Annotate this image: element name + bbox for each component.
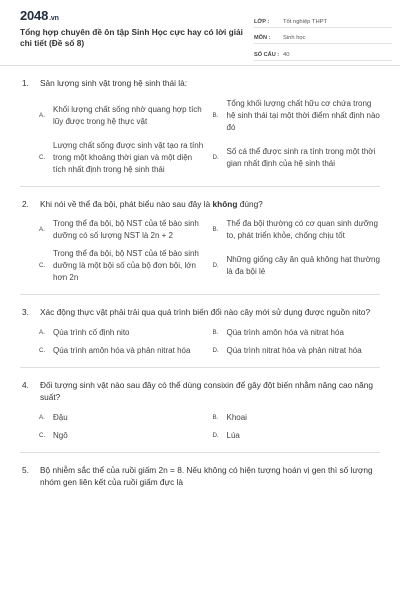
question-4	[20, 368, 380, 453]
option-text: Những giống cây ăn quả không hạt thường là đa bội lẻ	[226, 255, 380, 276]
option-letter: B.	[212, 328, 219, 336]
option-letter: C.	[39, 431, 46, 439]
question-number: 2.	[22, 198, 29, 209]
meta-value: 40	[283, 51, 290, 58]
option-letter: A.	[39, 328, 45, 336]
option-letter: A.	[39, 413, 45, 421]
option-text: Thể đa bội thường có cơ quan sinh dưỡng to, phát triển khỏe, chống chịu tốt	[226, 219, 378, 240]
answer-options	[20, 324, 380, 360]
option-b[interactable]	[213, 215, 381, 245]
question-3	[20, 295, 380, 368]
question-stem	[20, 306, 380, 319]
answer-options	[20, 215, 380, 287]
option-text: Khối lượng chất sống nhờ quang hợp tích lũy được trong hệ thực vật	[53, 104, 202, 126]
question-text-end: đúng?	[237, 198, 263, 209]
option-text: Đậu	[53, 412, 68, 422]
option-text: Qúa trình nitrat hóa và phản nitrat hóa	[226, 345, 362, 355]
meta-value: Sinh học	[283, 35, 306, 41]
question-stem	[20, 379, 380, 404]
question-list	[0, 66, 400, 501]
meta-label: LỚP :	[254, 18, 270, 25]
option-text: Lúa	[226, 430, 240, 440]
question-number: 5.	[22, 464, 29, 475]
option-text: Số cá thể được sinh ra tính trong một thời gian nhất định của hệ sinh thái	[226, 146, 376, 168]
question-number: 3.	[22, 307, 29, 317]
meta-class	[254, 11, 392, 28]
option-text: Qúa trình amôn hóa và nitrat hóa	[226, 327, 344, 337]
question-stem	[20, 77, 380, 90]
option-a[interactable]	[39, 95, 207, 137]
option-c[interactable]	[39, 427, 207, 445]
question-stem	[20, 464, 380, 489]
option-text: Khoai	[226, 412, 247, 422]
option-letter: B.	[212, 413, 219, 421]
option-b[interactable]	[213, 409, 381, 427]
answer-options	[20, 409, 380, 445]
option-d[interactable]	[213, 245, 381, 287]
question-text-emphasis: không	[212, 198, 238, 209]
option-text: Lượng chất sống được sinh vật tạo ra tính trong một khoảng thời gian và một diện tích nhất định trong hệ sinh thái	[53, 140, 204, 174]
logo-main: 2048	[20, 8, 49, 23]
option-letter: A.	[39, 226, 45, 233]
option-c[interactable]	[39, 137, 207, 179]
option-letter: A.	[39, 111, 45, 119]
site-logo[interactable]	[20, 8, 59, 23]
option-letter: D.	[212, 431, 219, 439]
option-a[interactable]	[39, 409, 207, 427]
option-letter: D.	[212, 346, 219, 354]
meta-question-count	[254, 44, 392, 61]
question-text: Bộ nhiễm sắc thể của ruồi giấm 2n = 8. Nếu không có hiện tượng hoán vị gen thì số lượng nhóm gen liên kết của ruồi giấm đực là	[40, 464, 373, 487]
option-text: Qúa trình cố định nito	[53, 327, 130, 337]
question-number: 1.	[22, 78, 29, 88]
option-text: Tổng khối lượng chất hữu cơ chứa trong hệ sinh thái tại một thời điểm nhất định nào đó	[226, 98, 380, 132]
question-text: Đối tượng sinh vật nào sau đây có thể dùng consixin để gây đột biến nhằm nâng cao năng suất?	[40, 379, 373, 402]
question-stem	[20, 198, 380, 211]
question-text	[40, 198, 263, 211]
option-letter: C.	[39, 153, 46, 161]
question-text: Xác động thực vật phải trải qua quá trình biến đổi nào cây mới sử dụng được nguồn nito?	[40, 307, 371, 317]
option-letter: C.	[39, 262, 46, 269]
meta-label: SỐ CÂU :	[254, 51, 280, 58]
option-a[interactable]	[39, 324, 207, 342]
option-text: Qúa trình amôn hóa và phản nitrat hóa	[53, 345, 191, 355]
option-letter: B.	[212, 111, 219, 119]
option-letter: C.	[39, 346, 46, 354]
option-c[interactable]	[39, 245, 207, 287]
exam-header	[0, 0, 400, 66]
meta-label: MÔN :	[254, 35, 271, 41]
option-c[interactable]	[39, 342, 207, 360]
question-2	[20, 187, 380, 296]
question-number: 4.	[22, 379, 29, 390]
meta-value: Tốt nghiệp THPT	[283, 18, 328, 25]
option-letter: B.	[212, 226, 219, 233]
option-letter: D.	[212, 153, 219, 161]
question-text: Sản lượng sinh vật trong hệ sinh thái là:	[40, 78, 188, 88]
option-text: Trong thể đa bội, bộ NST của tế bào sinh dưỡng là một bội số của bộ đơn bội, lớn hơn 2n	[53, 249, 199, 282]
option-text: Ngô	[53, 430, 68, 440]
option-b[interactable]	[213, 324, 381, 342]
option-d[interactable]	[213, 137, 381, 179]
option-text: Trong thể đa bội, bộ NST của tế bào sinh dưỡng có số lượng NST là 2n + 2	[53, 219, 199, 240]
option-d[interactable]	[213, 342, 381, 360]
exam-meta	[254, 11, 392, 61]
logo-suffix: .vn	[49, 15, 59, 22]
option-a[interactable]	[39, 215, 207, 245]
question-text-start: Khi nói về thể đa bội, phát biểu nào sau đây là	[40, 198, 213, 209]
answer-options	[20, 95, 380, 179]
document-title: Tổng hợp chuyên đề ôn tập Sinh Học cực hay có lời giải chi tiết (Đề số 8)	[20, 27, 243, 48]
option-letter: D.	[212, 262, 219, 269]
option-b[interactable]	[213, 95, 381, 137]
question-1	[20, 66, 380, 187]
meta-subject	[254, 28, 392, 45]
question-5	[20, 453, 380, 501]
option-d[interactable]	[213, 427, 381, 445]
